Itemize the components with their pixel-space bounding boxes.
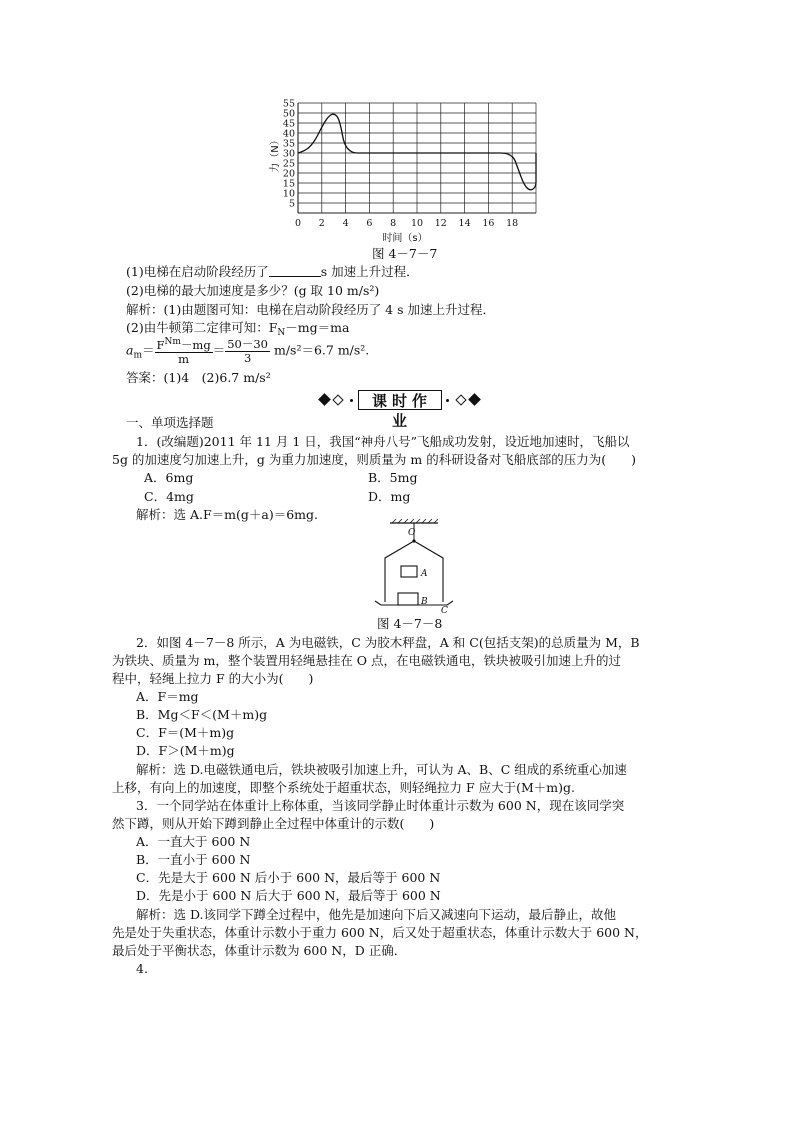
dot-icon [350,399,353,402]
q1-line-1: 1．(改编题)2011 年 11 月 1 日，我国“神舟八号”飞船成功发射，设近地加速时，飞船以 [136,434,630,449]
fraction-1: $\frac{F^{Nm}-mg}{m}$ [156,337,211,366]
q-intro-line-2: (2)电梯的最大加速度是多少？(g 取 10 m/s²) [126,283,380,298]
figure-4-7-8 [368,518,458,618]
x-tick-label: 18 [506,218,519,229]
electromagnet-a [401,566,417,577]
figure-caption-4-7-8: 图 4－7－8 [377,616,443,631]
y-tick-label: 50 [282,108,295,120]
q2-line-1: 2．如图 4－7－8 所示，A 为电磁铁，C 为胶木秤盘，A 和 C(包括支架)的总质量为 M，B [136,635,640,650]
dot-icon [446,399,449,402]
label-c: C [441,606,448,616]
q2-line-3: 程中，轻绳上拉力 F 的大小为( ) [112,671,314,686]
q2-option-c: C．F＝(M＋m)g [136,725,235,740]
q4-number: 4. [136,961,148,976]
q1-option-b: B．5mg [368,470,418,485]
x-tick-label: 0 [294,218,302,229]
y-axis-label: 力（N） [270,135,281,173]
y-tick-label: 25 [282,158,295,170]
fraction-2: $\frac{50-30}{3}$ [227,336,268,365]
x-tick-label: 16 [482,218,495,229]
diamond-outline-icon [455,394,466,405]
section-banner [312,391,486,430]
q1-option-d: D．mg [368,489,411,504]
answer-blank [269,264,321,277]
q2-option-d: D．F＞(M＋m)g [136,743,235,758]
pan-c [375,601,453,605]
y-tick-label: 45 [282,118,295,130]
q-intro-line-3: 解析：(1)由题图可知：电梯在启动阶段经历了 4 s 加速上升过程． [126,302,495,317]
y-tick-label: 55 [282,98,295,110]
q-intro-line-4: (2)由牛顿第二定律可知：$F_N-mg=ma$ [126,320,350,338]
q3-option-d: D．先是小于 600 N 后大于 600 N，最后等于 600 N [136,888,441,903]
y-tick-label: 10 [282,188,295,200]
q1-option-c: C．4mg [144,489,194,504]
q3-answer-line-3: 最后处于平衡状态，体重计示数为 600 N，D 正确． [112,943,407,958]
y-tick-label: 15 [282,178,295,190]
q3-line-2: 然下蹲，则从开始下蹲到静止全过程中体重计的示数( ) [112,816,435,831]
label-b: B [421,597,428,607]
q1-line-2: 5g 的加速度匀加速上升，g 为重力加速度，则质量为 m 的科研设备对飞船底部的压力为( ) [112,452,636,467]
force-time-chart [262,96,552,246]
q3-option-a: A．一直大于 600 N [136,834,251,849]
x-tick-label: 14 [458,218,471,229]
q2-answer-line-2: 上移，有向上的加速度，即整个系统处于超重状态，则轻绳拉力 F 应大于(M＋m)g. [112,780,576,795]
y-tick-label: 40 [282,128,295,140]
q3-option-b: B．一直小于 600 N [136,852,251,867]
q-intro-formula: $a_m=$ $\frac{F^{Nm}-mg}{m}$ ＝ $\frac{50-30}{3}$ m/s²＝6.7 m/s². [126,336,370,366]
x-tick-label: 12 [434,218,447,229]
q2-option-b: B．Mg＜F＜(M＋m)g [136,707,268,722]
y-tick-label: 30 [282,148,295,160]
x-tick-label: 8 [390,218,397,229]
iron-block-b [398,593,418,605]
banner-title: 课时作业 [358,390,442,410]
q3-line-1: 3．一个同学站在体重计上称体重，当该同学静止时体重计示数为 600 N，现在该同学突 [136,798,625,813]
x-tick-label: 10 [410,218,424,229]
diamond-icon [318,393,331,406]
q-intro-answer: 答案：(1)4 (2)6.7 m/s² [126,370,271,385]
figure-caption-4-7-7: 图 4－7－7 [372,246,438,261]
label-o: O [408,528,416,538]
q2-answer-line-1: 解析：选 D.电磁铁通电后，铁块被吸引加速上升，可认为 A、B、C 组成的系统重心加速 [136,762,627,777]
y-tick-label: 5 [288,198,295,210]
x-axis-label: 时间（s） [382,233,428,244]
x-tick-label: 6 [366,218,373,229]
q3-option-c: C．先是大于 600 N 后小于 600 N，最后等于 600 N [136,870,441,885]
label-a: A [421,569,428,579]
q2-line-2: 为铁块、质量为 m，整个装置用轻绳悬挂在 O 点，在电磁铁通电，铁块被吸引加速上升的过 [112,653,622,668]
diamond-outline-icon [332,394,343,405]
y-tick-label: 35 [282,138,295,150]
q3-answer-line-1: 解析：选 D.该同学下蹲全过程中，他先是加速向下后又减速向下运动，最后静止，故他 [136,907,617,922]
q-intro-line-1: (1)电梯在启动阶段经历了 s 加速上升过程． [126,264,419,279]
diamond-icon [468,393,481,406]
section-heading: 一、单项选择题 [126,415,214,430]
x-tick-label: 4 [342,218,349,229]
y-tick-label: 20 [282,168,295,180]
q2-option-a: A．F＝mg [136,689,199,704]
x-tick-label: 2 [318,218,325,229]
q1-answer: 解析：选 A.F＝m(g＋a)＝6mg. [136,507,318,522]
q1-option-a: A．6mg [144,470,194,485]
q3-answer-line-2: 先是处于失重状态，体重计示数小于重力 600 N，后又处于超重状态，体重计示数大于 600 N， [112,925,648,940]
